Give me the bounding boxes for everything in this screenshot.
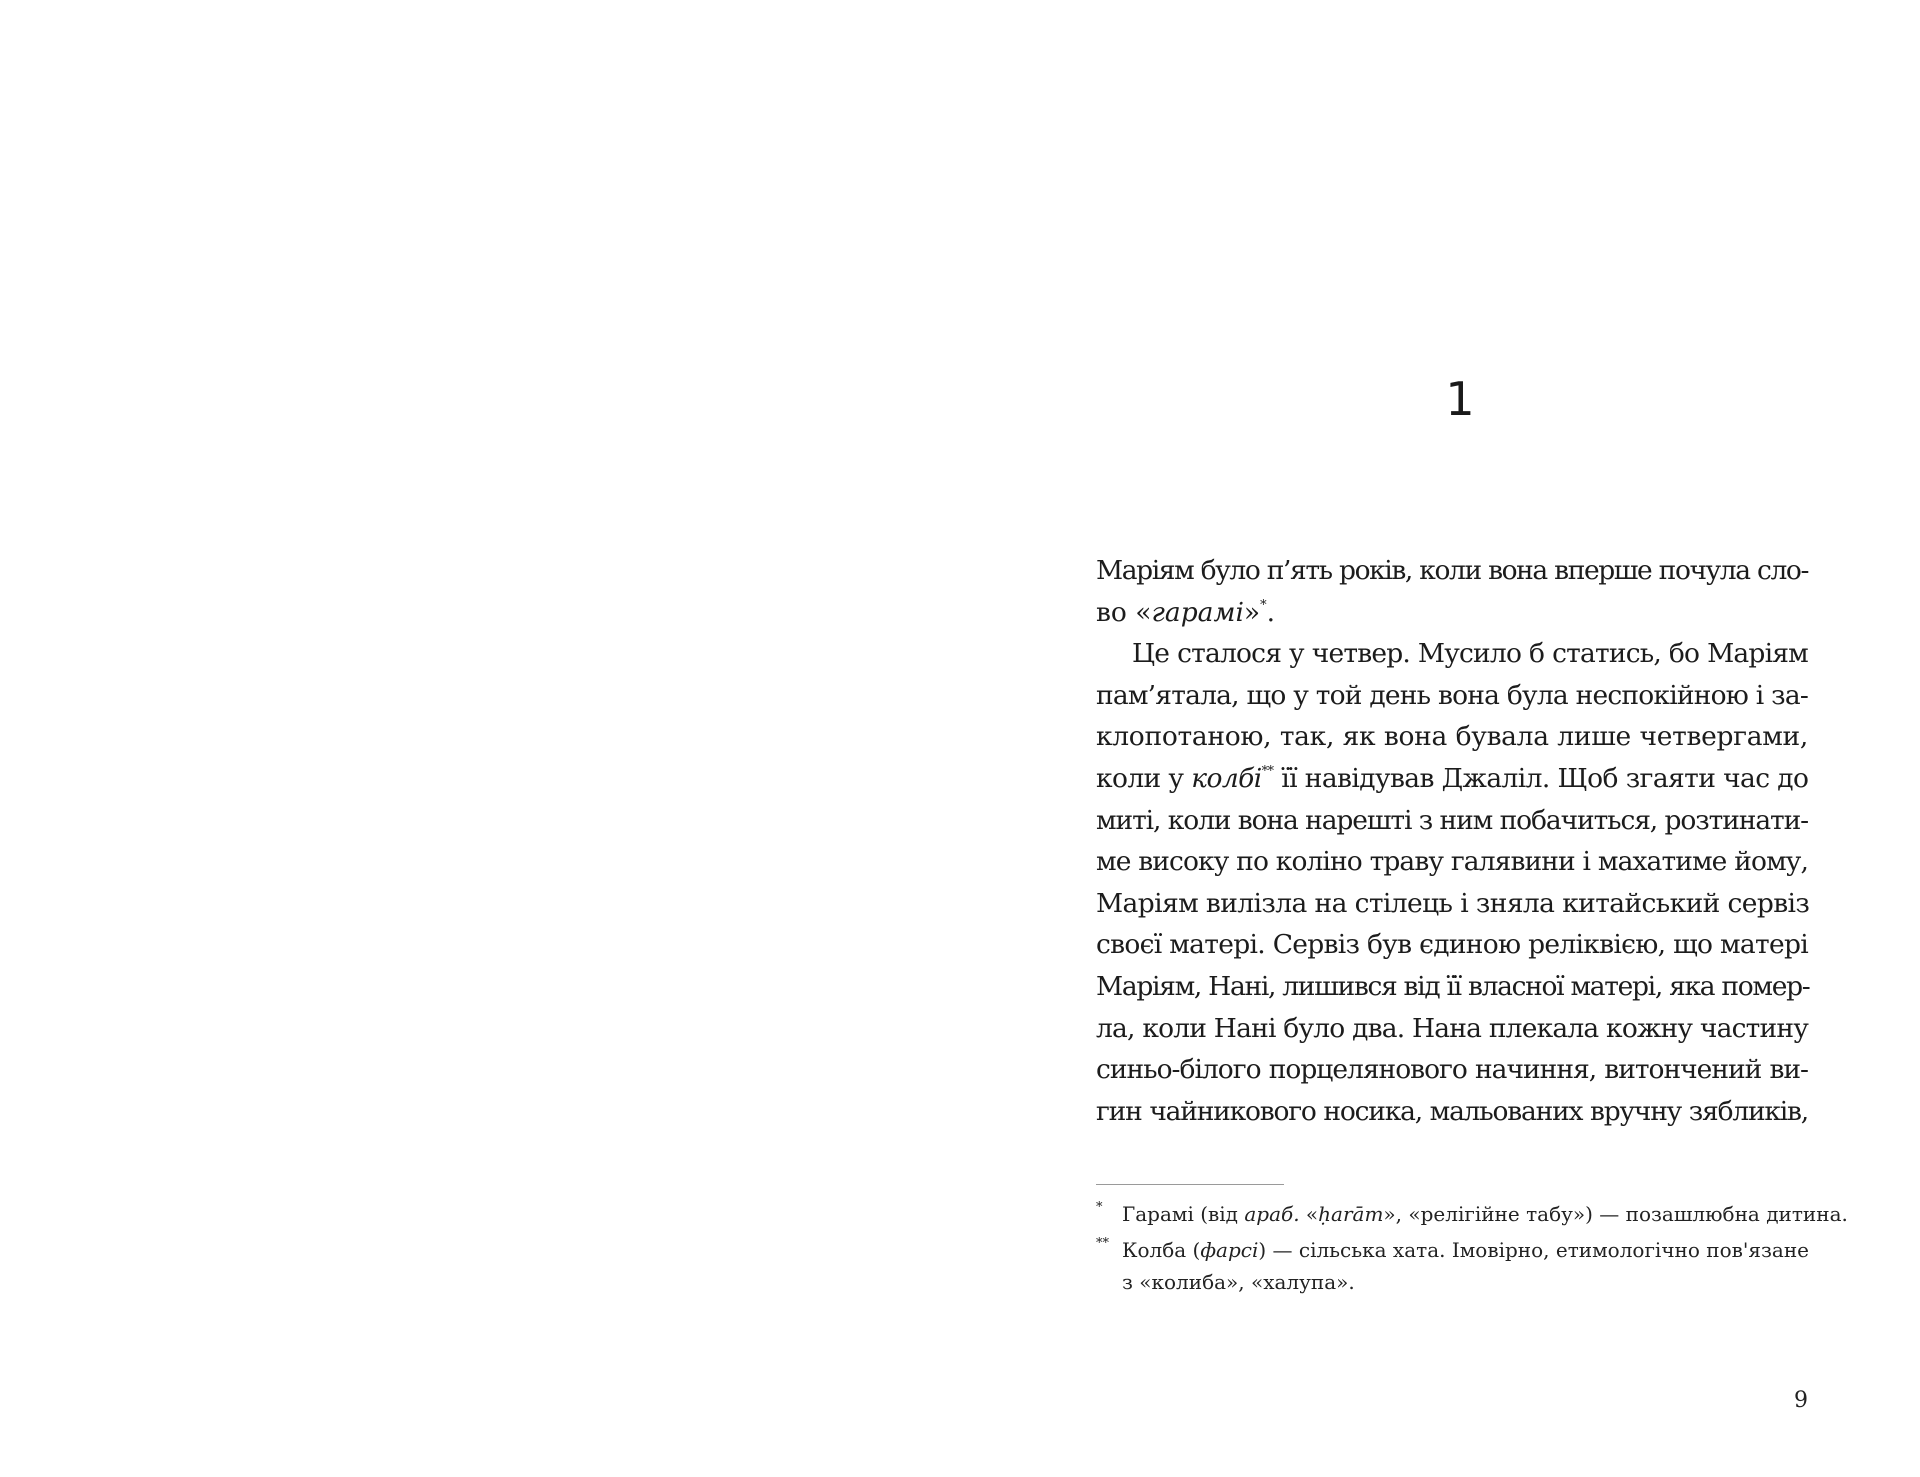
- footnote-1: [1096, 1198, 1848, 1230]
- text-line: миті, коли вона нарешті з ним побачиться, розтинати-: [1096, 804, 1808, 836]
- footnote-text-cont: з «колиба», «халупа».: [1122, 1270, 1355, 1294]
- text-line: Маріям, Нані, лишився від її власної матері, яка помер-: [1096, 970, 1810, 1002]
- text-line: ме високу по коліно траву галявини і махатиме йому,: [1096, 846, 1808, 878]
- text-line: Маріям вилізла на стілець і зняла китайський сервіз: [1096, 887, 1810, 919]
- text-line: гин чайникового носика, мальованих вручну зябликів,: [1096, 1095, 1808, 1127]
- chapter-number: 1: [1445, 372, 1475, 426]
- text-line: клопотаною, так, як вона бувала лише четвергами,: [1096, 721, 1808, 753]
- italic-term: гарамі: [1151, 596, 1244, 628]
- footnotes: [1096, 1198, 1848, 1302]
- text-line: пам’ятала, що у той день вона була неспокійною і за-: [1096, 679, 1808, 711]
- text-line: своєї матері. Сервіз був єдиною реліквією, що матері: [1096, 929, 1808, 961]
- text-line: Маріям було п’ять років, коли вона вперше почула сло-: [1096, 555, 1808, 586]
- text-line: синьо-білого порцелянового начиння, витончений ви-: [1096, 1054, 1808, 1086]
- body-text: [1096, 550, 1808, 1132]
- footnote-divider: [1096, 1184, 1284, 1185]
- footnote-ref: *: [1260, 597, 1267, 613]
- text-line: ла, коли Нані було два. Нана плекала кожну частину: [1096, 1012, 1808, 1044]
- text-line: во «гарамі»*.: [1096, 596, 1276, 628]
- page-number: 9: [1794, 1388, 1808, 1413]
- footnote-marker: *: [1096, 1200, 1103, 1215]
- footnote-2: [1096, 1234, 1808, 1298]
- italic-term: колбі: [1191, 762, 1262, 794]
- text-line: Це сталося у четвер. Мусило б статись, бо Маріям: [1132, 638, 1808, 670]
- footnote-ref: **: [1261, 764, 1274, 780]
- footnote-marker: **: [1096, 1236, 1109, 1251]
- footnote-text: Колба (фарсі) — сільська хата. Імовірно, етимологічно пов'язане: [1122, 1238, 1810, 1262]
- text-line: коли у колбі** її навідував Джаліл. Щоб згаяти час до: [1096, 762, 1809, 794]
- footnote-text: Гарамі (від араб. «ḥarām», «релігійне табу») — позашлюбна дитина.: [1122, 1202, 1848, 1226]
